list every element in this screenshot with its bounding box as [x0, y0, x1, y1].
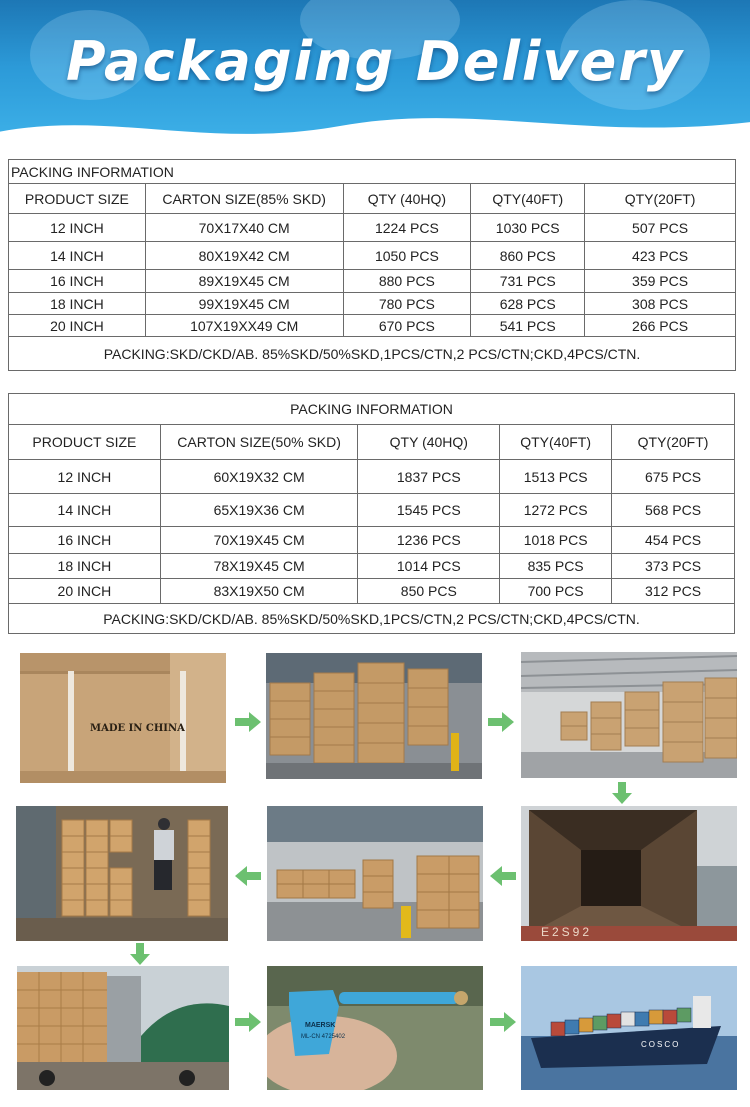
- table-row: [9, 554, 735, 579]
- arrow-right-icon: [235, 712, 261, 732]
- column-header: QTY (40HQ): [358, 425, 500, 460]
- table-cell: 308 PCS: [585, 293, 736, 315]
- table-row: [9, 460, 735, 494]
- table-cell: 675 PCS: [612, 460, 735, 494]
- seal-number: ML-CN 4725402: [301, 1034, 346, 1040]
- page-title: Packaging Delivery: [65, 30, 685, 93]
- column-header: QTY(40FT): [500, 425, 612, 460]
- column-header: QTY(40FT): [471, 184, 585, 214]
- table-cell: 780 PCS: [343, 293, 471, 315]
- table-row: [9, 579, 735, 604]
- arrow-right-icon: [490, 1012, 516, 1032]
- table-cell: 80X19X42 CM: [145, 242, 343, 270]
- table-cell: 20 INCH: [9, 315, 146, 337]
- table-cell: 700 PCS: [500, 579, 612, 604]
- table-cell: 65X19X36 CM: [160, 494, 358, 527]
- arrow-left-icon: [235, 866, 261, 886]
- table-cell: 14 INCH: [9, 494, 161, 527]
- arrow-right-icon: [488, 712, 514, 732]
- column-header: QTY (40HQ): [343, 184, 471, 214]
- table-cell: 78X19X45 CM: [160, 554, 358, 579]
- container-code: E2S92: [541, 925, 593, 939]
- table-cell: 60X19X32 CM: [160, 460, 358, 494]
- table-cell: 16 INCH: [9, 270, 146, 293]
- table-cell: 1224 PCS: [343, 214, 471, 242]
- table-cell: 266 PCS: [585, 315, 736, 337]
- table-heading: PACKING INFORMATION: [9, 394, 735, 425]
- table-cell: 70X17X40 CM: [145, 214, 343, 242]
- table-cell: 12 INCH: [9, 214, 146, 242]
- table-cell: 1050 PCS: [343, 242, 471, 270]
- table-cell: 20 INCH: [9, 579, 161, 604]
- packing-note: PACKING:SKD/CKD/AB. 85%SKD/50%SKD,1PCS/CTN,2 PCS/CTN;CKD,4PCS/CTN.: [9, 604, 735, 634]
- column-header: QTY(20FT): [612, 425, 735, 460]
- table-cell: 628 PCS: [471, 293, 585, 315]
- photo-warehouse: [521, 652, 737, 778]
- table-cell: 18 INCH: [9, 554, 161, 579]
- table-cell: 16 INCH: [9, 527, 161, 554]
- column-header: CARTON SIZE(50% SKD): [160, 425, 358, 460]
- table-cell: 1014 PCS: [358, 554, 500, 579]
- table-row: [9, 242, 736, 270]
- table-cell: 1837 PCS: [358, 460, 500, 494]
- photo-empty-container: [521, 806, 737, 941]
- table-cell: 1545 PCS: [358, 494, 500, 527]
- table-cell: 89X19X45 CM: [145, 270, 343, 293]
- photo-loading-container: [16, 806, 228, 941]
- table-cell: 83X19X50 CM: [160, 579, 358, 604]
- table-cell: 1272 PCS: [500, 494, 612, 527]
- table-row: [9, 527, 735, 554]
- packing-table-50-skd: [8, 393, 735, 634]
- table-row: [9, 315, 736, 337]
- table-row: [9, 270, 736, 293]
- table-cell: 568 PCS: [612, 494, 735, 527]
- packing-note: PACKING:SKD/CKD/AB. 85%SKD/50%SKD,1PCS/CTN,2 PCS/CTN;CKD,4PCS/CTN.: [9, 337, 736, 371]
- photo-pallets-forklift: [267, 806, 483, 941]
- table-cell: 423 PCS: [585, 242, 736, 270]
- table-cell: 1236 PCS: [358, 527, 500, 554]
- table-row: [9, 293, 736, 315]
- carton-label: MADE IN CHINA: [90, 723, 185, 734]
- table-cell: 70X19X45 CM: [160, 527, 358, 554]
- table-cell: 1513 PCS: [500, 460, 612, 494]
- table-cell: 373 PCS: [612, 554, 735, 579]
- arrow-down-icon: [130, 943, 150, 965]
- table-cell: 14 INCH: [9, 242, 146, 270]
- header-banner: [0, 0, 750, 150]
- table-cell: 507 PCS: [585, 214, 736, 242]
- column-header: CARTON SIZE(85% SKD): [145, 184, 343, 214]
- arrow-right-icon: [235, 1012, 261, 1032]
- packing-table-85-skd: [8, 159, 736, 371]
- table-row: [9, 214, 736, 242]
- table-row: [9, 494, 735, 527]
- photo-trucks-loaded: [17, 966, 229, 1090]
- arrow-left-icon: [490, 866, 516, 886]
- photo-carton-closeup: [20, 653, 226, 783]
- table-cell: 454 PCS: [612, 527, 735, 554]
- table-cell: 18 INCH: [9, 293, 146, 315]
- banner-wave: [0, 96, 750, 150]
- column-header: PRODUCT SIZE: [9, 184, 146, 214]
- arrow-down-icon: [612, 782, 632, 804]
- table-heading: PACKING INFORMATION: [9, 160, 736, 184]
- photo-container-ship: [521, 966, 737, 1090]
- photo-stacked-cartons: [266, 653, 482, 779]
- table-cell: 731 PCS: [471, 270, 585, 293]
- table-cell: 107X19XX49 CM: [145, 315, 343, 337]
- photo-container-seal: [267, 966, 483, 1090]
- ship-brand: COSCO: [641, 1040, 681, 1049]
- table-cell: 99X19X45 CM: [145, 293, 343, 315]
- table-cell: 860 PCS: [471, 242, 585, 270]
- column-header: QTY(20FT): [585, 184, 736, 214]
- table-cell: 359 PCS: [585, 270, 736, 293]
- table-cell: 1030 PCS: [471, 214, 585, 242]
- table-cell: 312 PCS: [612, 579, 735, 604]
- table-cell: 670 PCS: [343, 315, 471, 337]
- seal-brand: MAERSK: [305, 1022, 336, 1029]
- column-header: PRODUCT SIZE: [9, 425, 161, 460]
- table-cell: 880 PCS: [343, 270, 471, 293]
- table-cell: 541 PCS: [471, 315, 585, 337]
- table-cell: 1018 PCS: [500, 527, 612, 554]
- table-cell: 835 PCS: [500, 554, 612, 579]
- table-cell: 12 INCH: [9, 460, 161, 494]
- table-cell: 850 PCS: [358, 579, 500, 604]
